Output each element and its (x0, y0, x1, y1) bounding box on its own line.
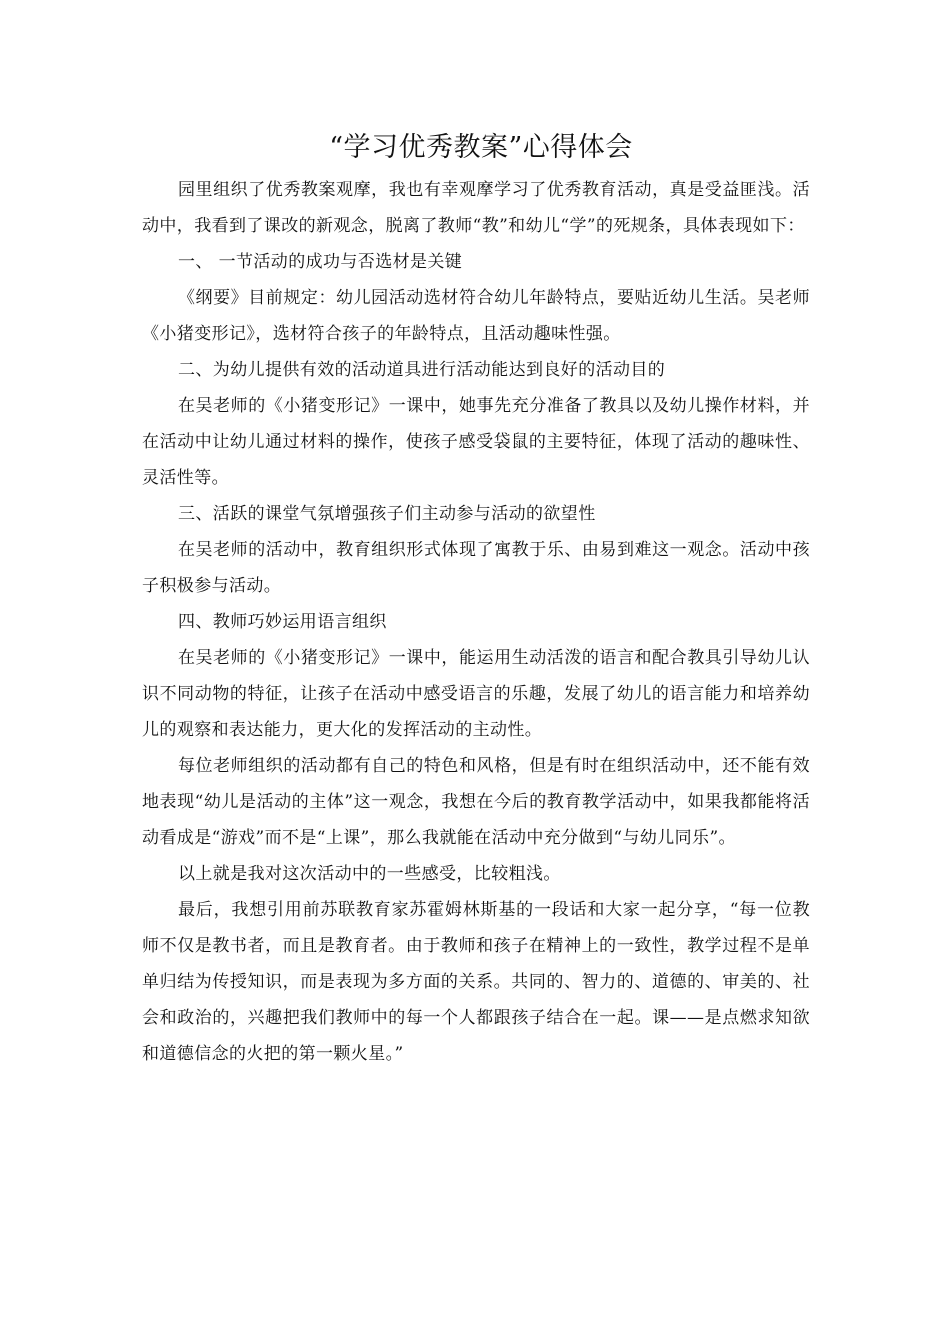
section-heading-4: 四、教师巧妙运用语言组织 (178, 612, 387, 632)
paragraph-section-1: 《纲要》目前规定：幼儿园活动选材符合幼儿年龄特点，要贴近幼儿生活。吴老师《小猪变形记》，选材符合孩子的年龄特点，且活动趣味性强。 (142, 288, 810, 344)
paragraph-summary: 以上就是我对这次活动中的一些感受，比较粗浅。 (178, 864, 561, 884)
paragraph-reflection: 每位老师组织的活动都有自己的特色和风格，但是有时在组织活动中，还不能有效地表现“幼儿是活动的主体”这一观念，我想在今后的教育教学活动中，如果我都能将活动看成是“游戏”而不是“上课”，那么我就能在活动中充分做到“与幼儿同乐”。 (142, 756, 810, 848)
paragraph-section-3: 在吴老师的活动中，教育组织形式体现了寓教于乐、由易到难这一观念。活动中孩子积极参与活动。 (142, 540, 810, 596)
document-title: “学习优秀教案”心得体会 (329, 132, 633, 163)
section-heading-3: 三、活跃的课堂气氛增强孩子们主动参与活动的欲望性 (178, 504, 596, 524)
document-page (142, 124, 810, 1072)
paragraph-section-2: 在吴老师的《小猪变形记》一课中，她事先充分准备了教具以及幼儿操作材料，并在活动中让幼儿通过材料的操作，使孩子感受袋鼠的主要特征，体现了活动的趣味性、灵活性等。 (142, 396, 810, 488)
section-heading-2: 二、为幼儿提供有效的活动道具进行活动能达到良好的活动目的 (178, 360, 666, 380)
section-heading-1: 一、 一节活动的成功与否选材是关键 (178, 252, 463, 272)
paragraph-closing-quote: 最后，我想引用前苏联教育家苏霍姆林斯基的一段话和大家一起分享，“每一位教师不仅是教书者，而且是教育者。由于教师和孩子在精神上的一致性，教学过程不是单单归结为传授知识，而是表现为多方面的关系。共同的、智力的、道德的、审美的、社会和政治的，兴趣把我们教师中的每一个人都跟孩子结合在一起。课——是点燃求知欲和道德信念的火把的第一颗火星。” (142, 900, 810, 1064)
paragraph-section-4: 在吴老师的《小猪变形记》一课中，能运用生动活泼的语言和配合教具引导幼儿认识不同动物的特征，让孩子在活动中感受语言的乐趣，发展了幼儿的语言能力和培养幼儿的观察和表达能力，更大化的发挥活动的主动性。 (142, 648, 810, 740)
paragraph-intro: 园里组织了优秀教案观摩，我也有幸观摩学习了优秀教育活动，真是受益匪浅。活动中，我看到了课改的新观念，脱离了教师“教”和幼儿“学”的死规条，具体表现如下： (142, 180, 810, 236)
